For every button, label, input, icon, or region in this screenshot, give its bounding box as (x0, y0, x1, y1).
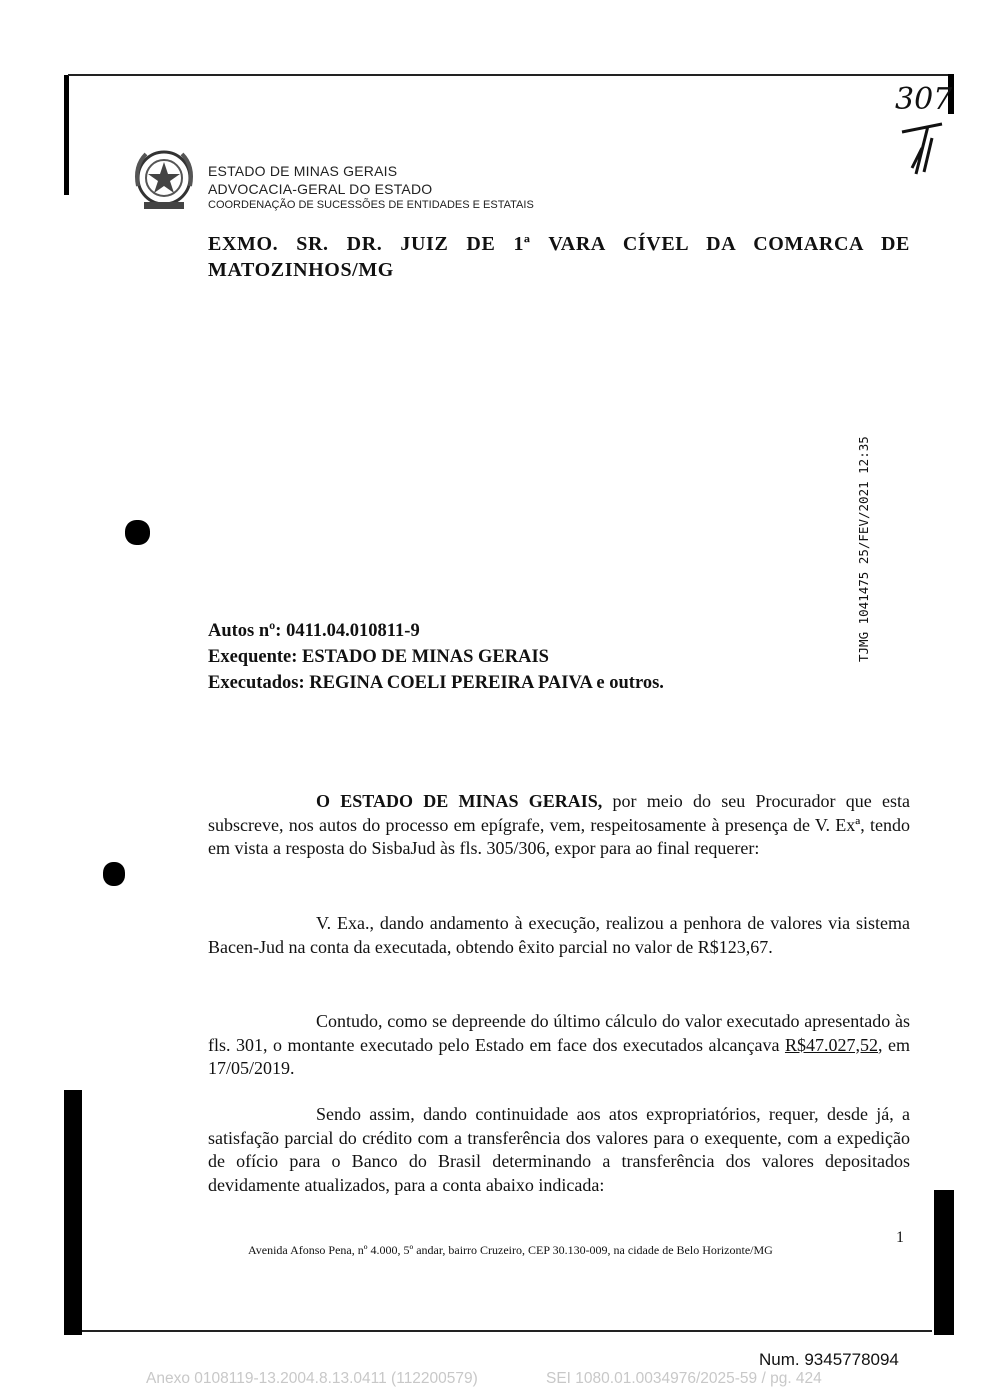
scan-edge-right (934, 1190, 954, 1335)
case-executados (208, 670, 664, 696)
scan-edge-bottom (82, 1330, 932, 1332)
paragraph-penhora (208, 912, 910, 959)
paragraph-calculo-text-b: , em 17/05/2019. (208, 1034, 910, 1078)
sei-reference: SEI 1080.01.0034976/2025-59 / pg. 424 (546, 1370, 822, 1387)
paragraph-intro (208, 790, 910, 861)
autos-label: Autos nº: (208, 621, 282, 641)
exequente-name: ESTADO DE MINAS GERAIS (302, 647, 549, 667)
autos-number: 0411.04.010811-9 (286, 621, 420, 641)
paragraph-intro-text: por meio do seu Procurador que esta subscreve, nos autos do processo em epígrafe, vem, respeitosamente à presença de V. Exª, tendo em vista a resposta do SisbaJud às fls. 305/306, expor para ao final requerer: (208, 791, 910, 858)
addressee-line-2: MATOZINHOS/MG (208, 259, 394, 281)
document-number: Num. 9345778094 (759, 1350, 899, 1369)
footer-page-number: 1 (896, 1229, 904, 1246)
executados-name: REGINA COELI PEREIRA PAIVA e outros. (309, 673, 664, 693)
paragraph-calculo (208, 1010, 910, 1081)
paragraph-calculo-text-a: Contudo, como se depreende do último cálculo do valor executado apresentado às fls. 301, o montante executado pelo Estado em face dos executados alcançava (208, 1011, 910, 1055)
case-info (208, 618, 664, 696)
header-state: ESTADO DE MINAS GERAIS (208, 163, 398, 179)
scan-edge-top (68, 74, 948, 76)
protocol-stamp: TJMG 1041475 25/FEV/2021 12:35 (856, 436, 871, 662)
addressee-title (208, 231, 910, 283)
punch-hole-mark (103, 862, 125, 886)
addressee-line-1: EXMO. SR. DR. JUIZ DE 1ª VARA CÍVEL DA COMARCA DE (208, 233, 910, 255)
executados-label: Executados: (208, 673, 305, 693)
case-exequente (208, 644, 664, 670)
scan-edge-left-lower (64, 1090, 82, 1335)
annex-reference: Anexo 0108119-13.2004.8.13.0411 (112200579) (146, 1370, 478, 1387)
footer-address: Avenida Afonso Pena, nº 4.000, 5º andar, bairro Cruzeiro, CEP 30.130-009, na cidade de Belo Horizonte/MG (248, 1243, 773, 1257)
header-division: COORDENAÇÃO DE SUCESSÕES DE ENTIDADES E ESTATAIS (208, 199, 534, 211)
punch-hole-mark (125, 520, 150, 545)
coat-of-arms-icon (130, 146, 198, 214)
case-autos (208, 618, 664, 644)
state-name-bold: O ESTADO DE MINAS GERAIS, (316, 791, 603, 811)
exequente-label: Exequente: (208, 647, 298, 667)
executed-amount: R$47.027,52 (784, 1034, 878, 1055)
handwritten-page-number: 307 (895, 82, 953, 117)
scan-edge-left (64, 75, 69, 195)
header-agency: ADVOCACIA-GERAL DO ESTADO (208, 181, 433, 197)
paragraph-requerimento (208, 1103, 910, 1197)
paragraph-requerimento-text: Sendo assim, dando continuidade aos atos expropriatórios, requer, desde já, a satisfação parcial do crédito com a transferência dos valores para o exequente, com a expedição de ofício para o Banco do Brasil determinando a transferência dos valores depositados devidamente atualizados, para a conta abaixo indicada: (208, 1104, 910, 1195)
signature-icon (898, 118, 948, 178)
paragraph-penhora-text: V. Exa., dando andamento à execução, realizou a penhora de valores via sistema Bacen-Jud na conta da executada, obtendo êxito parcial no valor de R$123,67. (208, 913, 910, 957)
